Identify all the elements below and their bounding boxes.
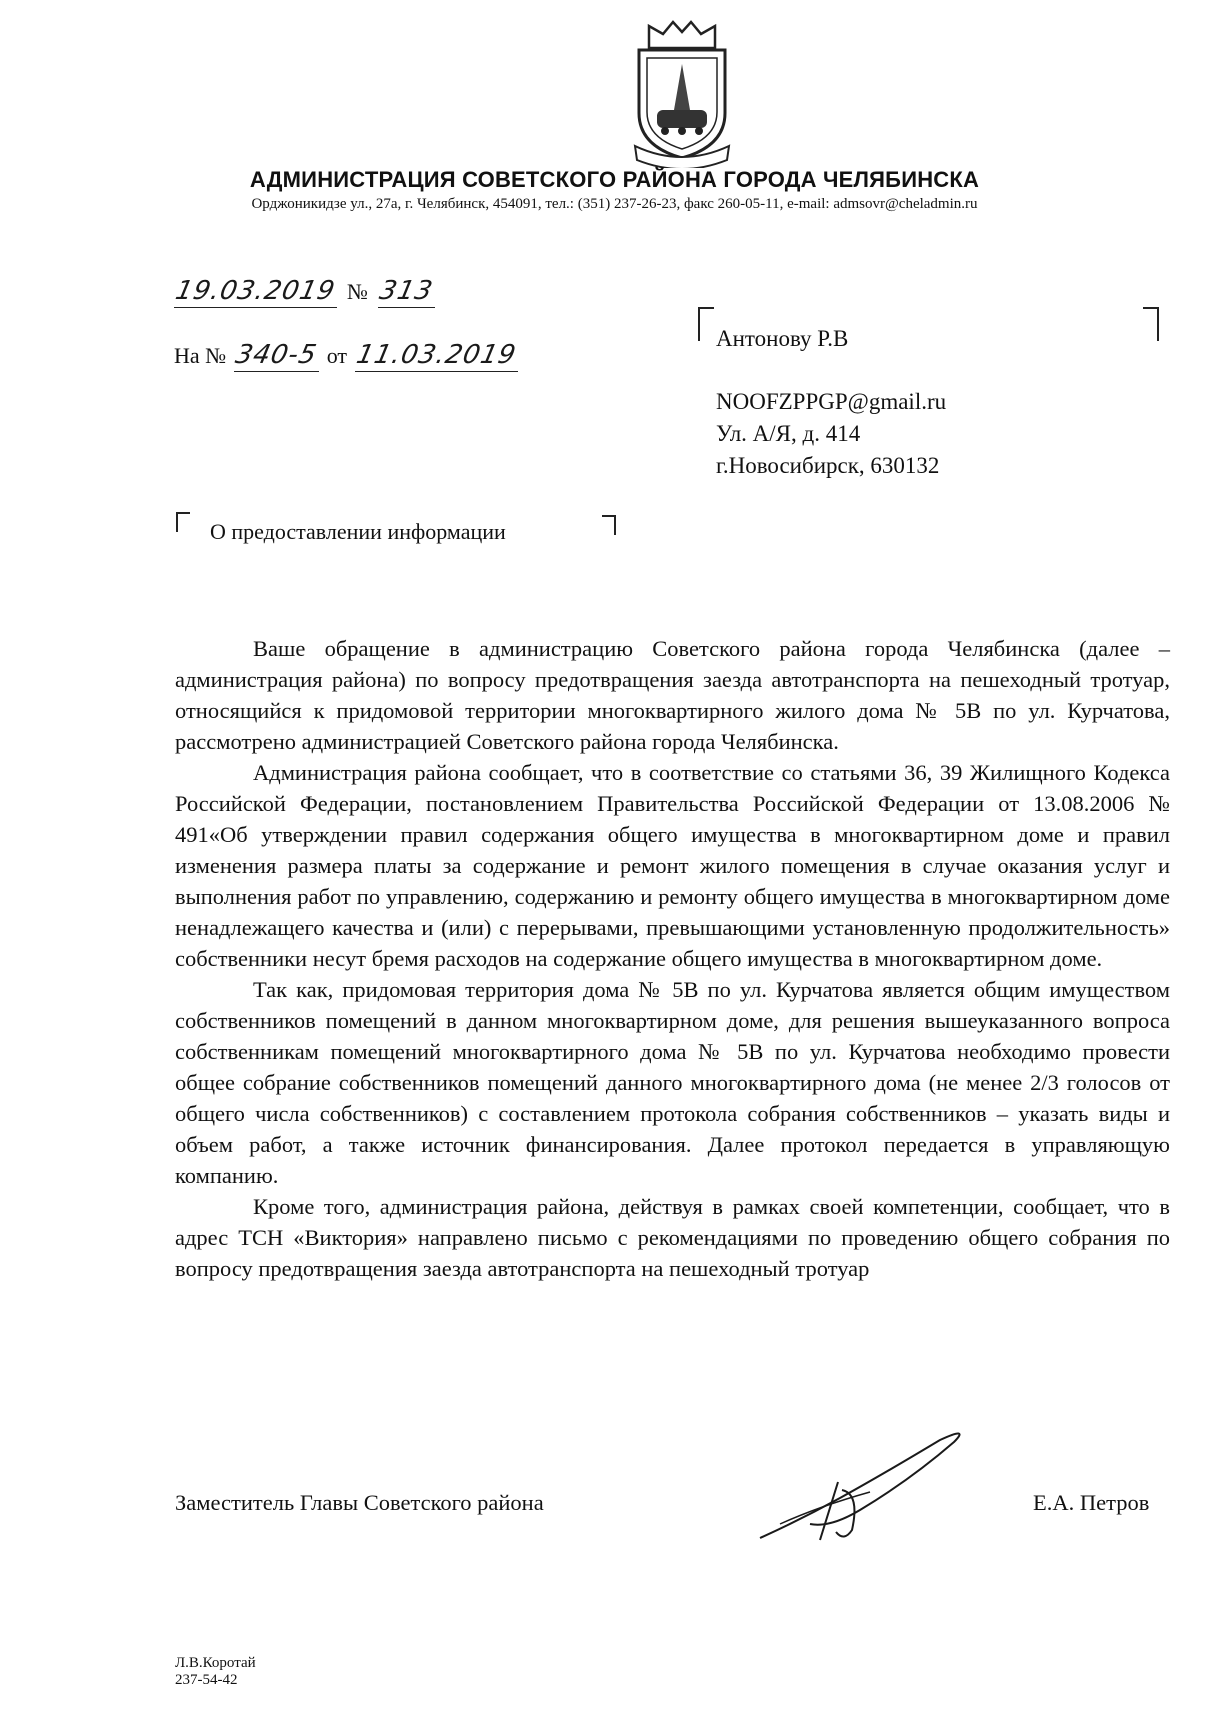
reply-date-underline	[355, 342, 518, 372]
subject-bracket-left	[176, 512, 190, 532]
number-label: №	[346, 279, 368, 304]
recipient-bracket-left	[698, 307, 714, 341]
reply-to-date: 11.03.2019	[353, 340, 520, 370]
reply-to-label: На №	[174, 343, 227, 368]
body-paragraph: Администрация района сообщает, что в соответствие со статьями 36, 39 Жилищного Кодекса Российской Федерации, постановлением Правительства Российской Федерации от 13.08.2006 № 491«Об утверждении правил содержания общего имущества в многоквартирном доме и правил изменения размера платы за содержание и ремонт жилого помещения в случае оказания услуг и выполнения работ по управлению, содержанию и ремонту общего имущества в многоквартирном доме ненадлежащего качества и (или) с перерывами, превышающими установленную продолжительность» собственники несут бремя расходов на содержание общего имущества в многоквартирном доме.	[175, 760, 1170, 971]
coat-of-arms-emblem	[627, 18, 737, 168]
recipient-name: Антонову Р.В	[716, 326, 849, 351]
signatory-position: Заместитель Главы Советского района	[175, 1490, 544, 1515]
signatory-name: Е.А. Петров	[1033, 1490, 1150, 1515]
outgoing-number-underline	[378, 278, 435, 308]
recipient-address: Ул. А/Я, д. 414	[716, 421, 861, 446]
outgoing-date-underline	[174, 278, 337, 308]
from-label: от	[326, 343, 348, 368]
body-paragraph: Кроме того, администрация района, действуя в рамках своей компетенции, сообщает, что в адрес ТСН «Виктория» направлено письмо с рекомендациями по проведению общего собрания по вопросу предотвращения заезда автотранспорта на пешеходный тротуар	[175, 1194, 1170, 1281]
subject-line: О предоставлении информации	[210, 519, 506, 544]
organization-name: АДМИНИСТРАЦИЯ СОВЕТСКОГО РАЙОНА ГОРОДА ЧЕЛЯБИНСКА	[249, 167, 980, 192]
recipient-bracket-right	[1143, 307, 1159, 341]
body-paragraph: Ваше обращение в администрацию Советского района города Челябинска (далее – администрация района) по вопросу предотвращения заезда автотранспорта на пешеходный тротуар, относящийся к придомовой территории многоквартирного жилого дома № 5В по ул. Курчатова, рассмотрено администрацией Советского района города Челябинска.	[175, 636, 1170, 754]
handwritten-signature	[740, 1420, 1000, 1550]
outgoing-date: 19.03.2019	[172, 276, 339, 306]
outgoing-registration	[174, 278, 435, 308]
recipient-city: г.Новосибирск, 630132	[716, 453, 940, 478]
reply-registration	[174, 342, 518, 372]
recipient-email: NOOFZPPGP@gmail.ru	[716, 389, 947, 414]
organization-address: Орджоникидзе ул., 27а, г. Челябинск, 454091, тел.: (351) 237-26-23, факс 260-05-11, e-mail: admsovr@cheladmin.ru	[251, 196, 978, 212]
executor-name: Л.В.Коротай	[175, 1655, 256, 1671]
outgoing-number: 313	[376, 276, 436, 306]
executor-info	[175, 1655, 256, 1689]
reply-to-number: 340-5	[232, 340, 320, 370]
body-paragraph: Так как, придомовая территория дома № 5В по ул. Курчатова является общим имуществом собственников помещений в данном многоквартирном доме, для решения вышеуказанного вопроса собственникам помещений многоквартирного дома № 5В по ул. Курчатова необходимо провести общее собрание собственников помещений данного многоквартирного дома (не менее 2/3 голосов от общего числа собственников) с составлением протокола собрания собственников – указать виды и объем работ, а также источник финансирования. Далее протокол передается в управляющую компанию.	[175, 977, 1170, 1188]
letter-body	[175, 633, 1170, 1284]
subject-bracket-right	[602, 515, 616, 535]
executor-phone: 237-54-42	[175, 1672, 238, 1688]
reply-number-underline	[234, 342, 319, 372]
